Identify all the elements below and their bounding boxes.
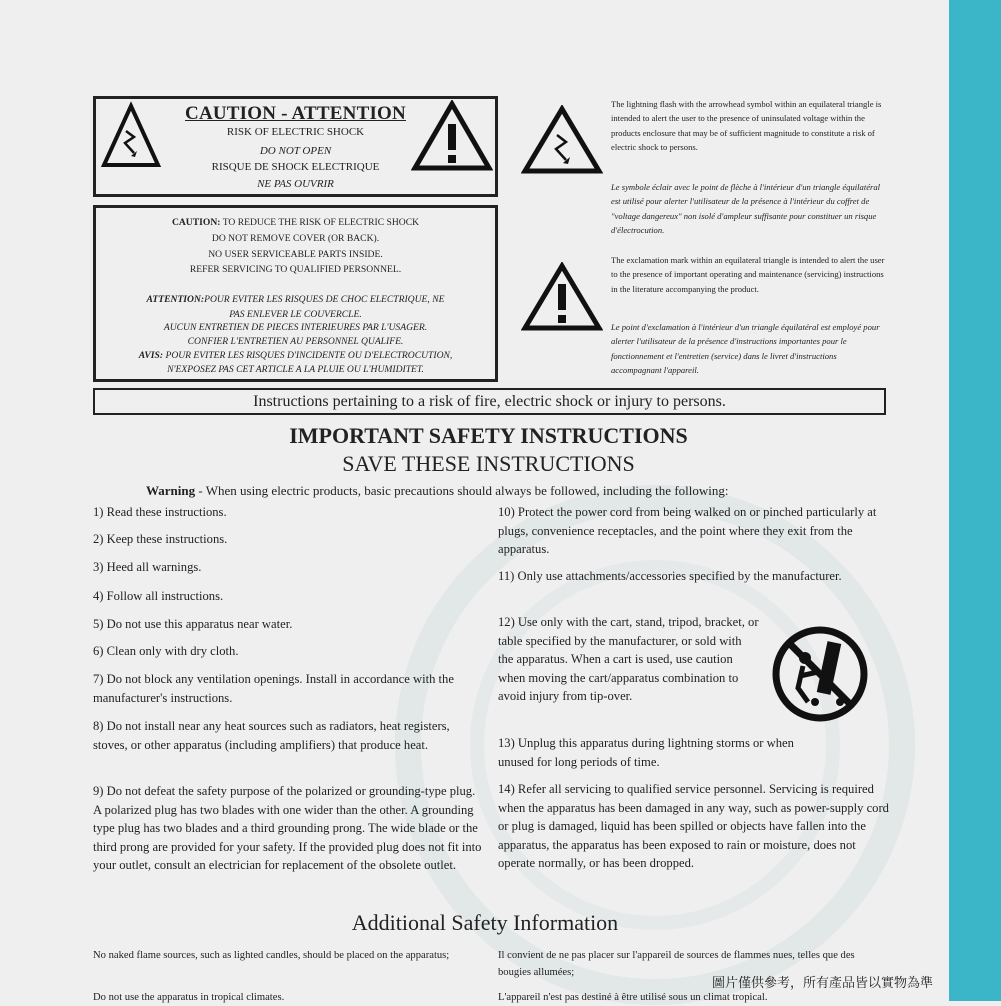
additional-item: No naked flame sources, such as lighted candles, should be placed on the apparatus;: [93, 950, 450, 961]
lightning-description-en: The lightning flash with the arrowhead symbol within an equilateral triangle is intended to alert the user to the presence of uninsulated voltage within the products enclosure that may be of sufficient magnitude to constitute a risk of electric shock to persons.: [611, 99, 882, 153]
instruction-item: 4) Follow all instructions.: [93, 589, 224, 603]
instructions-bar: Instructions pertaining to a risk of fire, electric shock or injury to persons.: [93, 388, 886, 415]
instruction-item: 7) Do not block any ventilation openings. Install in accordance with the manufacturer's instructions.: [93, 672, 454, 705]
additional-safety-title: Additional Safety Information: [351, 910, 619, 935]
sidebar-accent-strip: [949, 0, 1001, 1001]
attention-label: ATTENTION:: [146, 294, 205, 305]
avis-line: N'EXPOSEZ PAS CET ARTICLE A LA PLUIE OU L'HUMIDITET.: [167, 364, 424, 375]
caution-line-3: RISQUE DE SHOCK ELECTRIQUE: [211, 161, 380, 173]
caution-line: DO NOT REMOVE COVER (OR BACK).: [211, 233, 380, 244]
exclamation-description-en: The exclamation mark within an equilateral triangle is intended to alert the user to the presence of important operating and maintenance (servicing) instructions in the literature accompanying the product.: [611, 255, 885, 294]
instruction-item: 3) Heed all warnings.: [93, 560, 202, 574]
caution-line-2: DO NOT OPEN: [259, 145, 332, 157]
instruction-item: 13) Unplug this apparatus during lightning storms or when unused for long periods of time.: [498, 736, 794, 769]
additional-item: L'appareil n'est pas destiné à être utilisé sous un climat tropical.: [498, 992, 768, 1003]
caution-title: CAUTION - ATTENTION: [185, 103, 406, 124]
additional-item: Il convient de ne pas placer sur l'appareil de sources de flammes nues, telles que des bougies allumées;: [498, 950, 855, 978]
attention-line: PAS ENLEVER LE COUVERCLE.: [229, 309, 362, 320]
avis-statement: [96, 350, 495, 361]
instruction-item: 8) Do not install near any heat sources such as radiators, heat registers, stoves, or other apparatus (including amplifiers) that produce heat.: [93, 719, 450, 752]
caution-label: CAUTION:: [171, 217, 221, 228]
exclamation-description-fr: Le point d'exclamation à l'intérieur d'un triangle équilatéral est employé pour alerter l'utilisateur de la présence d'instructions importantes pour le fonctionnement et l'entretien (service) dans le livret d'instructions accompagnant l'appareil.: [611, 322, 880, 376]
attention-line: POUR EVITER LES RISQUES DE CHOC ELECTRIQUE, NE: [204, 294, 445, 305]
avis-label: AVIS:: [138, 350, 164, 361]
instruction-item: 12) Use only with the cart, stand, tripod, bracket, or table specified by the manufacturer, or sold with the apparatus. When a cart is used, use caution when moving the cart/apparatus combination to avoid injury from tip-over.: [498, 615, 759, 703]
main-title: IMPORTANT SAFETY INSTRUCTIONS: [289, 423, 688, 448]
attention-line: AUCUN ENTRETIEN DE PIECES INTERIEURES PAR L'USAGER.: [163, 322, 428, 333]
caution-line-4: NE PAS OUVRIR: [257, 178, 334, 190]
lightning-warning-triangle-icon: [521, 105, 603, 175]
cart-tip-over-icon: [770, 622, 874, 732]
caution-line: REFER SERVICING TO QUALIFIED PERSONNEL.: [189, 264, 402, 275]
instruction-item: 5) Do not use this apparatus near water.: [93, 617, 293, 631]
warning-text: - When using electric products, basic precautions should always be followed, including the following:: [195, 483, 729, 498]
instruction-item: 2) Keep these instructions.: [93, 532, 228, 546]
additional-item: Do not use the apparatus in tropical climates.: [93, 992, 285, 1003]
lightning-description-fr: Le symbole éclair avec le point de flèche à l'intérieur d'un triangle équilatéral est utilisé pour alerter l'utilisateur de la présence à l'intérieur du coffret de "voltage dangereux" non isolé d'ampleur suffisante pour constituer un risque d'électrocution.: [611, 182, 881, 236]
instruction-item: 9) Do not defeat the safety purpose of the polarized or grounding-type plug. A polarized plug has two blades with one wider than the other. A grounding type plug has two blades and a third grounding prong. The wide blade or the third prong are provided for your safety. If the provided plug does not fit into your outlet, consult an electrician for replacement of the obsolete outlet.: [93, 784, 482, 872]
caution-body-box: [93, 205, 498, 382]
caution-line: NO USER SERVICEABLE PARTS INSIDE.: [208, 249, 383, 260]
sub-title: SAVE THESE INSTRUCTIONS: [342, 451, 635, 476]
avis-line: POUR EVITER LES RISQUES D'INCIDENTE OU D'ELECTROCUTION,: [165, 350, 453, 361]
attention-line: CONFIER L'ENTRETIEN AU PERSONNEL QUALIFE.: [187, 336, 404, 347]
caution-statement: [96, 217, 495, 228]
exclamation-warning-triangle-icon: [521, 262, 603, 332]
instruction-item: 11) Only use attachments/accessories specified by the manufacturer.: [498, 569, 842, 583]
caution-line: TO REDUCE THE RISK OF ELECTRIC SHOCK: [222, 217, 420, 228]
instruction-item: 14) Refer all servicing to qualified service personnel. Servicing is required when the apparatus has been damaged in any way, such as power-supply cord or plug is damaged, liquid has been spilled or objects have fallen into the apparatus, the apparatus has been exposed to rain or moisture, does not operate normally, or has been dropped.: [498, 782, 889, 870]
lightning-warning-triangle-icon: [100, 101, 162, 171]
exclamation-warning-triangle-icon: [411, 100, 493, 172]
warning-line: [146, 483, 728, 499]
attention-statement: [96, 294, 495, 305]
instruction-item: 10) Protect the power cord from being walked on or pinched particularly at plugs, convenience receptacles, and the point where they exit from the apparatus.: [498, 505, 877, 556]
image-reference-note: 圖片僅供參考，所有產品皆以實物為準: [711, 976, 933, 991]
warning-label: Warning: [146, 483, 196, 498]
instruction-item: 1) Read these instructions.: [93, 505, 227, 519]
caution-line-1: RISK OF ELECTRIC SHOCK: [226, 126, 365, 138]
instruction-item: 6) Clean only with dry cloth.: [93, 644, 239, 658]
